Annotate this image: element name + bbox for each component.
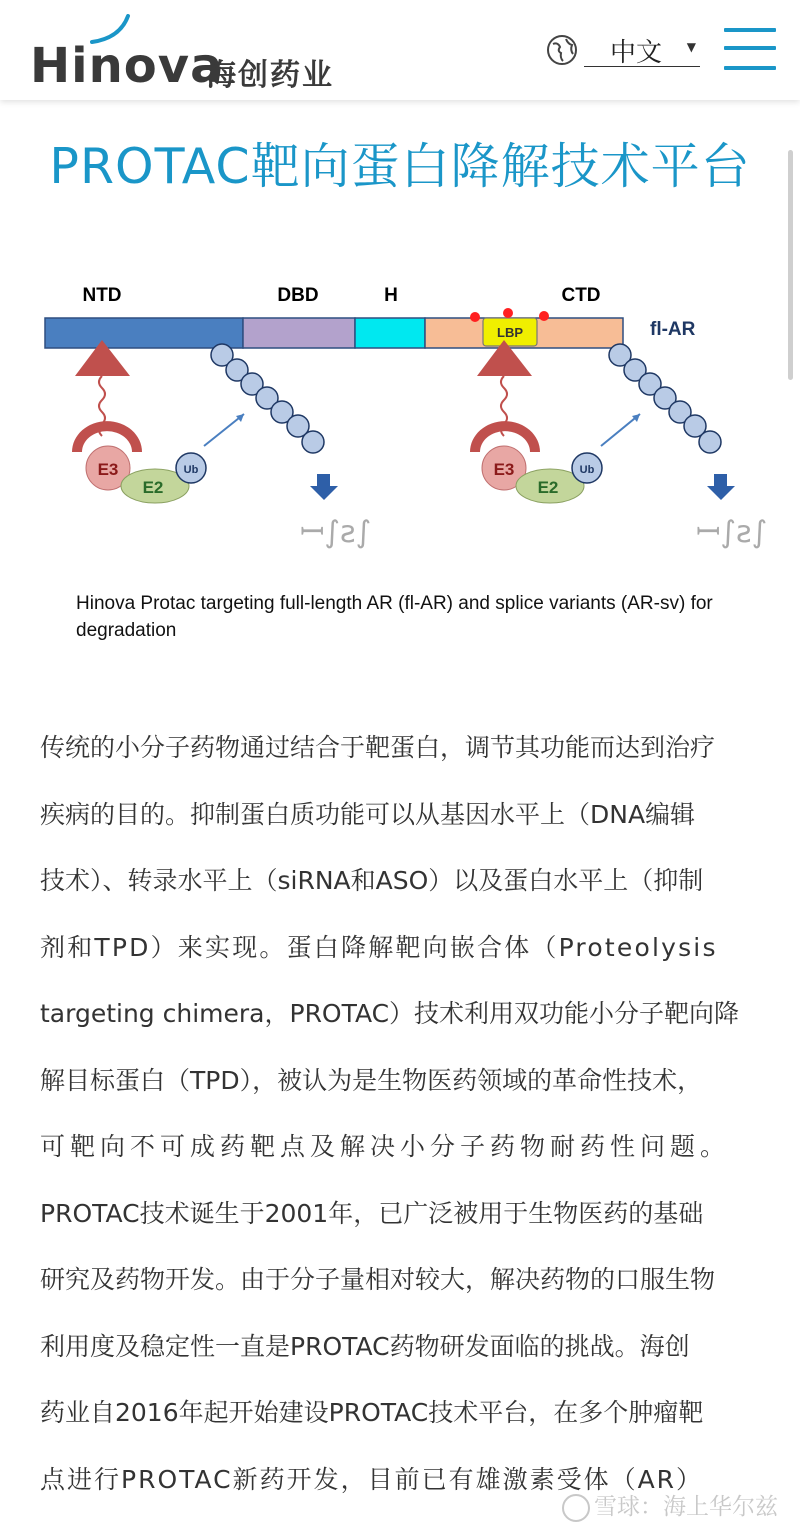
right-ub-chain bbox=[609, 344, 721, 453]
body-line: 剂和TPD）来实现。蛋白降解靶向嵌合体（Proteolysis bbox=[40, 932, 718, 962]
language-select[interactable] bbox=[584, 30, 700, 67]
domain-label-dbd: DBD bbox=[277, 285, 319, 306]
e3-label: E3 bbox=[493, 460, 515, 479]
body-line: 解目标蛋白（TPD），被认为是生物医药领域的革命性技术， bbox=[40, 1065, 703, 1095]
logo-text: Hinova bbox=[30, 38, 224, 94]
hinova-logo[interactable] bbox=[30, 14, 360, 94]
protac-mechanism-diagram bbox=[30, 270, 770, 570]
body-line: 药业自2016年起开始建设PROTAC技术平台，在多个肿瘤靶 bbox=[40, 1398, 704, 1427]
caret-down-icon: ▼ bbox=[686, 40, 696, 54]
left-ub-chain bbox=[211, 344, 324, 453]
arrow-down-icon bbox=[310, 474, 338, 500]
ub-label: Ub bbox=[579, 464, 595, 476]
body-line: 可靶向不可成药靶点及解决小分子药物耐药性问题。 bbox=[40, 1132, 731, 1161]
domain-label-ntd: NTD bbox=[82, 285, 122, 306]
body-line: 研究及药物开发。由于分子量相对较大，解决药物的口服生物 bbox=[40, 1265, 716, 1294]
page-title: PROTAC靶向蛋白降解技术平台 bbox=[49, 138, 751, 195]
figure-caption: Hinova Protac targeting full-length AR (fl-AR) and splice variants (AR-sv) for degradation bbox=[76, 593, 713, 641]
body-line: targeting chimera，PROTAC）技术利用双功能小分子靶向降 bbox=[40, 999, 740, 1028]
globe-icon[interactable] bbox=[546, 34, 578, 66]
e2-label: E2 bbox=[142, 478, 164, 497]
lbp-label: LBP bbox=[497, 325, 523, 340]
body-line: 利用度及稳定性一直是PROTAC药物研发面临的挑战。海创 bbox=[40, 1331, 690, 1361]
ntd-domain bbox=[45, 318, 243, 348]
ub-label: Ub bbox=[183, 464, 199, 476]
hinge-domain bbox=[355, 318, 425, 348]
hamburger-menu-button[interactable] bbox=[724, 26, 776, 72]
body-line: 技术）、转录水平上（siRNA和ASO）以及蛋白水平上（抑制 bbox=[40, 866, 704, 895]
logo-chinese-name: 海创药业 bbox=[206, 58, 334, 93]
domain-label-h: H bbox=[384, 285, 398, 306]
e3-label: E3 bbox=[97, 460, 119, 479]
body-line: 疾病的目的。抑制蛋白质功能可以从基因水平上（DNA编辑 bbox=[40, 799, 696, 829]
degraded-fragments: ꟷ∫ƨ∫ bbox=[300, 515, 372, 550]
body-line: PROTAC技术诞生于2001年，已广泛被用于生物医药的基础 bbox=[40, 1198, 704, 1228]
menu-bar-icon bbox=[724, 46, 776, 50]
e2-label: E2 bbox=[537, 478, 559, 497]
menu-bar-icon bbox=[724, 66, 776, 70]
watermark-text: 雪球：海上华尔兹 bbox=[594, 1494, 778, 1520]
arrow-down-icon bbox=[707, 474, 735, 500]
protein-label: fl-AR bbox=[650, 319, 696, 340]
watermark bbox=[562, 1488, 778, 1522]
domain-label-ctd: CTD bbox=[561, 285, 601, 306]
body-line: 点进行PROTAC新药开发，目前已有雄激素受体（AR） bbox=[40, 1464, 704, 1494]
dbd-domain bbox=[243, 318, 355, 348]
menu-bar-icon bbox=[724, 28, 776, 32]
body-line: 传统的小分子药物通过结合于靶蛋白，调节其功能而达到治疗 bbox=[40, 733, 716, 762]
snowball-icon bbox=[562, 1494, 590, 1522]
degraded-fragments: ꟷ∫ƨ∫ bbox=[696, 515, 768, 550]
language-label: 中文 bbox=[610, 38, 663, 68]
article-body bbox=[40, 726, 760, 1524]
site-header bbox=[0, 0, 800, 100]
